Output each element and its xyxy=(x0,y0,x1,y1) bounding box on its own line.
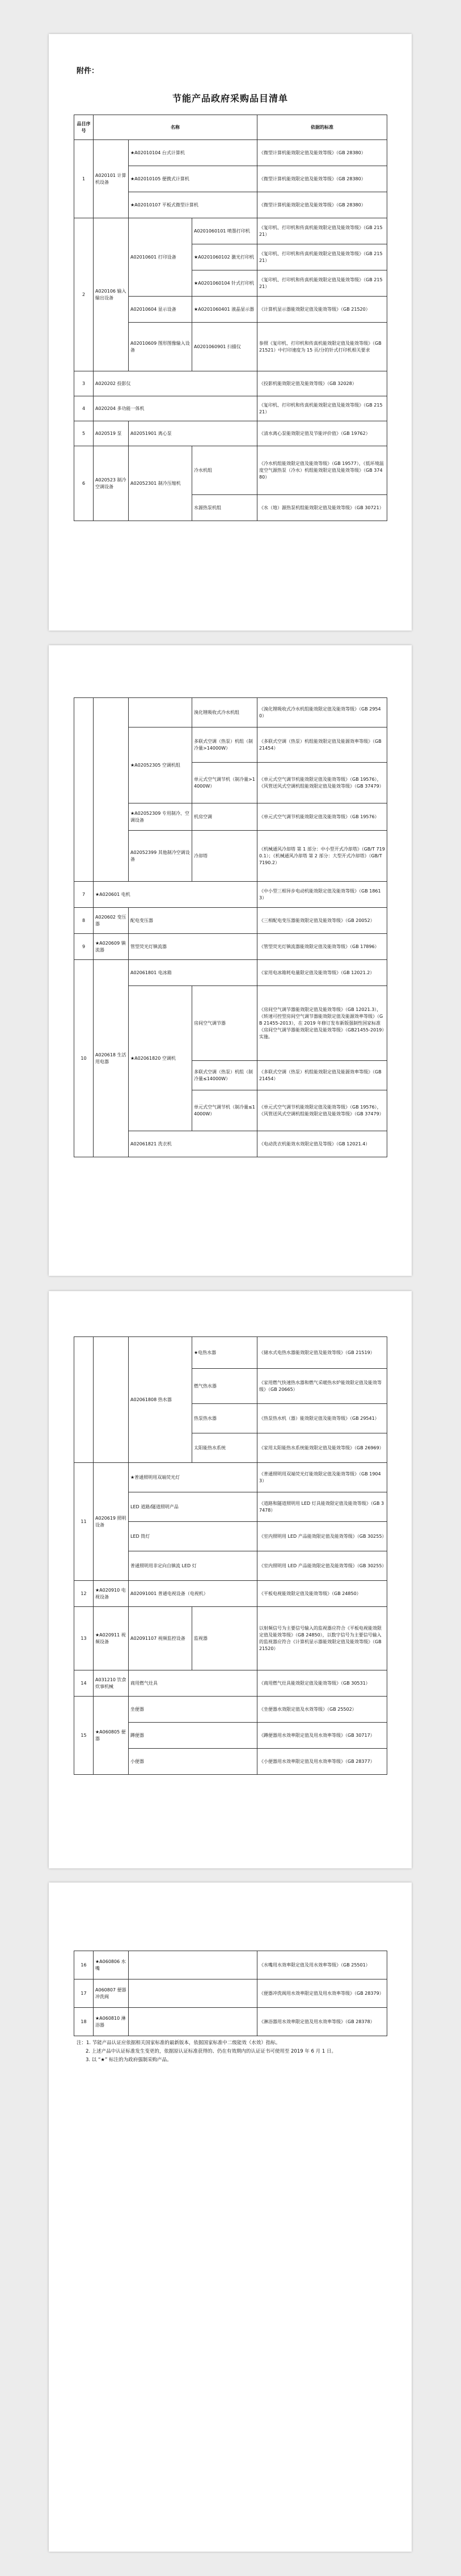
row-standard: 《单元式空气调节机能效限定值及能效等级》（GB 19576） xyxy=(257,803,387,831)
row-standard: 参照《复印机、打印机和传真机能效限定值及能效等级》（GB 21521）中打印速度为 15 页/分的针式打印机相关要求 xyxy=(257,323,387,371)
row-standard: 《房间空气调节器能效限定值及能效等级》（GB 12021.3），《转速可控型房间空气调节器能效限定值及能源效率等级》（GB 21455-2013），在 2019 年修订发布新版强制性国家标准《房间空气调节器能效限定值及能效等级》（GB21455-2019）实施。 xyxy=(257,986,387,1061)
product-table-continued xyxy=(74,1951,387,2036)
row-seq: 10 xyxy=(74,960,94,1157)
note-2: 2. 上述产品中认证标准发生变更的，依据原认证标准获得的、仍在有效期内的认证证书可使用至 2019 年 6 月 1 日。 xyxy=(86,2049,336,2054)
row-item: 单元式空气调节机（制冷量>14000W） xyxy=(192,763,257,803)
row-item: 机房空调 xyxy=(192,803,257,831)
row-standard: 《多联式空调（热泵）机组能效限定值及能源效率等级》（GB 21454） xyxy=(257,727,387,763)
product-table-continued xyxy=(74,1336,387,1775)
row-category: ★A020910 电视设备 xyxy=(94,1581,129,1607)
row-standard: 《微型计算机能效限定值及能效等级》（GB 28380） xyxy=(257,140,387,166)
row-seq: 15 xyxy=(74,1697,94,1775)
row-subcategory: 配电变压器 xyxy=(129,908,257,934)
row-seq: 18 xyxy=(74,2008,94,2036)
annex-label: 附件： xyxy=(77,67,99,75)
row-seq: 14 xyxy=(74,1670,94,1697)
row-standard: 《水嘴用水效率限定值及用水效率等级》（GB 25501） xyxy=(257,1951,387,1979)
product-table xyxy=(74,115,387,521)
document-title: 节能产品政府采购品目清单 xyxy=(172,93,288,104)
row-seq: 17 xyxy=(74,1979,94,2008)
row-category: ★A020601 电机 xyxy=(94,882,257,908)
row-standard: 《机械通风冷却塔 第 1 部分：中小型开式冷却塔》（GB/T 7190.1）；《机械通风冷却塔 第 2 部分：大型开式冷却塔》（GB/T 7190.2） xyxy=(257,831,387,882)
row-standard: 《单元式空气调节机能效限定值及能效等级》（GB 19576），《风管送风式空调机组能效限定值及能效等级》（GB 37479） xyxy=(257,763,387,803)
row-category: A020106 输入输出设备 xyxy=(94,218,129,371)
row-category: ★A060806 水嘴 xyxy=(94,1951,129,1979)
row-standard: 《道路和隧道照明用 LED 灯具能效限定值及能效等级》（GB 37478） xyxy=(257,1492,387,1522)
row-subcategory: LED 道路/隧道照明产品 xyxy=(129,1492,257,1522)
row-subcategory xyxy=(129,1979,257,2008)
row-standard: 《淋浴器用水效率限定值及用水效率等级》（GB 28378） xyxy=(257,2008,387,2036)
row-subcategory: ★普通照明用双端荧光灯 xyxy=(129,1463,257,1492)
row-seq: 4 xyxy=(74,396,94,421)
row-standard: 《平板电视能效限定值及能效等级》（GB 24850） xyxy=(257,1581,387,1607)
row-category: ★A060810 淋浴器 xyxy=(94,2008,129,2036)
row-item: 水源热泵机组 xyxy=(192,495,257,521)
row-subcategory: A02091107 视频监控设备 xyxy=(129,1607,192,1670)
row-category: A031210 饮食炊事机械 xyxy=(94,1670,129,1697)
row-standard: 《水（地）源热泵机组能效限定值及能效等级》（GB 30721） xyxy=(257,495,387,521)
row-category: A020204 多功能一体机 xyxy=(94,396,257,421)
document-page-2 xyxy=(49,645,412,1276)
row-item: 房间空气调节器 xyxy=(192,986,257,1061)
header-name: 名称 xyxy=(94,115,257,140)
row-seq: 1 xyxy=(74,140,94,218)
row-item: 太阳能热水系统 xyxy=(192,1433,257,1463)
row-standard: 《复印机、打印机和传真机能效限定值及能效等级》（GB 21521） xyxy=(257,218,387,244)
row-subcategory: A02061821 洗衣机 xyxy=(129,1131,257,1157)
row-subcategory xyxy=(129,1951,257,1979)
row-item: 热泵热水器 xyxy=(192,1404,257,1433)
row-standard: 《复印机、打印机和传真机能效限定值及能效等级》（GB 21521） xyxy=(257,270,387,297)
row-standard: 《电动洗衣机能效水效限定值及等级》（GB 12021.4） xyxy=(257,1131,387,1157)
row-subcategory: A02010609 图形图像输入设备 xyxy=(129,323,192,371)
row-item: 燃气热水器 xyxy=(192,1369,257,1404)
row-seq: 11 xyxy=(74,1463,94,1581)
row-subcategory: 蹲便器 xyxy=(129,1723,257,1749)
row-subcategory: 商用燃气灶具 xyxy=(129,1670,257,1697)
row-category: ★A020609 镇流器 xyxy=(94,934,129,960)
row-standard: 《清水离心泵能效限定值及节能评价值》（GB 19762） xyxy=(257,421,387,446)
row-standard: 《复印机、打印机和传真机能效限定值及能效等级》（GB 21521） xyxy=(257,396,387,421)
row-seq: 9 xyxy=(74,934,94,960)
row-item: 冷却塔 xyxy=(192,831,257,882)
row-standard: 《微型计算机能效限定值及能效等级》（GB 28380） xyxy=(257,192,387,218)
document-page-1 xyxy=(49,34,412,631)
row-standard: 《商用燃气灶具能效限定值及能效等级》（GB 30531） xyxy=(257,1670,387,1697)
row-category xyxy=(94,1337,129,1463)
row-category: A020101 计算机设备 xyxy=(94,140,129,218)
row-standard: 《投影机能效限定值及能效等级》（GB 32028） xyxy=(257,371,387,396)
row-subcategory: A02052399 其他制冷空调设备 xyxy=(129,831,192,882)
row-category: A020602 变压器 xyxy=(94,908,129,934)
row-standard: 《家用太阳能热水系统能效限定值及能效等级》（GB 26969） xyxy=(257,1433,387,1463)
row-seq: 5 xyxy=(74,421,94,446)
row-item: A0201060901 扫描仪 xyxy=(192,323,257,371)
row-category: A020618 生活用电器 xyxy=(94,960,129,1157)
row-standard: 《单元式空气调节机能效限定值及能效等级》（GB 19576），《风管送风式空调机组能效限定值及能效等级》（GB 37479） xyxy=(257,1090,387,1131)
row-subcategory: A02010601 打印设备 xyxy=(129,218,192,297)
row-seq: 12 xyxy=(74,1581,94,1607)
row-subcategory xyxy=(129,2008,257,2036)
row-subcategory: 坐便器 xyxy=(129,1697,257,1723)
note-1: 注：1. 节能产品认证应依据相关国家标准的最新版本，依据国家标准中二级能效（水效）指标。 xyxy=(77,2040,281,2046)
row-subcategory: ★A02010104 台式计算机 xyxy=(129,140,257,166)
row-subcategory: ★A02052305 空调机组 xyxy=(129,727,192,803)
row-subcategory: 小便器 xyxy=(129,1749,257,1775)
row-standard: 以射频信号为主要信号输入的监视器应符合《平板电视能效限定值及能效等级》（GB 24850），以数字信号为主要信号输入的监视器应符合《计算机显示器能效限定值及能效等级》（GB 21520） xyxy=(257,1607,387,1670)
row-seq: 6 xyxy=(74,446,94,521)
row-standard: 《室内照明用 LED 产品能效限定值及能效等级》（GB 30255） xyxy=(257,1551,387,1581)
row-category xyxy=(94,698,129,882)
row-item: 溴化锂吸收式冷水机组 xyxy=(192,698,257,727)
row-standard: 《中小型三相异步电动机能效限定值及能效等级》（GB 18613） xyxy=(257,882,387,908)
notes xyxy=(77,2039,389,2065)
row-subcategory: ★A02052309 专用制冷、空调设备 xyxy=(129,803,192,831)
row-standard: 《家用燃气快速热水器和燃气采暖热水炉能效限定值及能效等级》（GB 20665） xyxy=(257,1369,387,1404)
header-seq: 品目序号 xyxy=(74,115,94,140)
row-standard: 《室内照明用 LED 产品能效限定值及能效等级》（GB 30255） xyxy=(257,1522,387,1551)
row-category: A020523 制冷空调设备 xyxy=(94,446,129,521)
row-item: 多联式空调（热泵）机组（制冷量>14000W） xyxy=(192,727,257,763)
product-table-continued xyxy=(74,697,387,1157)
row-seq: 16 xyxy=(74,1951,94,1979)
row-subcategory: A02010604 显示设备 xyxy=(129,297,192,323)
row-subcategory: A02061808 热水器 xyxy=(129,1337,192,1463)
row-category: ★A020911 视频设备 xyxy=(94,1607,129,1670)
document-page-4 xyxy=(49,1883,412,2552)
row-subcategory: A02051901 离心泵 xyxy=(129,421,257,446)
row-seq: 3 xyxy=(74,371,94,396)
row-standard: 《管型荧光灯镇流器能效限定值及能效等级》（GB 17896） xyxy=(257,934,387,960)
row-standard: 《溴化锂吸收式冷水机组能效限定值及能效等级》（GB 29540） xyxy=(257,698,387,727)
note-3: 3. 以 “★” 标注的为政府强制采购产品。 xyxy=(86,2057,172,2063)
row-item: ★A0201060401 液晶显示器 xyxy=(192,297,257,323)
row-item: 单元式空气调节机（制冷量≤14000W） xyxy=(192,1090,257,1131)
row-category: A020202 投影仪 xyxy=(94,371,257,396)
row-standard: 《小便器用水效率限定值及用水效率等级》（GB 28377） xyxy=(257,1749,387,1775)
row-standard: 《坐便器水效限定值及水效等级》（GB 25502） xyxy=(257,1697,387,1723)
row-subcategory: A02091001 普通电视设备（电视机） xyxy=(129,1581,257,1607)
row-subcategory: 管型荧光灯镇流器 xyxy=(129,934,257,960)
row-seq: 8 xyxy=(74,908,94,934)
row-subcategory: ★A02010105 便携式计算机 xyxy=(129,166,257,192)
document-page-3 xyxy=(49,1291,412,1868)
row-category: ★A060805 便器 xyxy=(94,1697,129,1775)
row-standard: 《三相配电变压器能效限定值及能效等级》（GB 20052） xyxy=(257,908,387,934)
row-item: ★A0201060102 激光打印机 xyxy=(192,244,257,270)
row-subcategory: ★A02010107 平板式微型计算机 xyxy=(129,192,257,218)
row-subcategory: A02061801 电冰箱 xyxy=(129,960,257,986)
row-item: 冷水机组 xyxy=(192,446,257,495)
row-standard: 《冷水机组能效限定值及能效等级》（GB 19577），《低环境温度空气源热泵（冷水）机组能效限定值及能效等级》（GB 37480） xyxy=(257,446,387,495)
row-seq xyxy=(74,1337,94,1463)
row-category: A060807 便器冲洗阀 xyxy=(94,1979,129,2008)
row-subcategory: A02052301 制冷压缩机 xyxy=(129,446,192,521)
row-standard: 《计算机显示器能效限定值及能效等级》（GB 21520） xyxy=(257,297,387,323)
row-item: 监视器 xyxy=(192,1607,257,1670)
row-category: A020619 照明设备 xyxy=(94,1463,129,1581)
row-seq: 2 xyxy=(74,218,94,371)
row-subcategory xyxy=(129,698,192,727)
row-standard: 《储水式电热水器能效限定值及能效等级》（GB 21519） xyxy=(257,1337,387,1369)
row-standard: 《热泵热水机（器）能效限定值及能效等级》（GB 29541） xyxy=(257,1404,387,1433)
row-item: 多联式空调（热泵）机组（制冷量≤14000W） xyxy=(192,1061,257,1090)
row-subcategory: LED 筒灯 xyxy=(129,1522,257,1551)
row-subcategory: ★A02061820 空调机 xyxy=(129,986,192,1131)
row-standard: 《多联式空调（热泵）机组能效限定值及能源效率等级》（GB 21454） xyxy=(257,1061,387,1090)
header-standard: 依据的标准 xyxy=(257,115,387,140)
row-standard: 《复印机、打印机和传真机能效限定值及能效等级》（GB 21521） xyxy=(257,244,387,270)
row-standard: 《便器冲洗阀用水效率限定值及用水效率等级》（GB 28379） xyxy=(257,1979,387,2008)
row-seq: 13 xyxy=(74,1607,94,1670)
row-standard: 《微型计算机能效限定值及能效等级》（GB 28380） xyxy=(257,166,387,192)
row-standard: 《家用电冰箱耗电量限定值及能效等级》（GB 12021.2） xyxy=(257,960,387,986)
row-standard: 《普通照明用双端荧光灯能效限定值及能效等级》（GB 19043） xyxy=(257,1463,387,1492)
row-category: A020519 泵 xyxy=(94,421,129,446)
row-item: ★电热水器 xyxy=(192,1337,257,1369)
row-standard: 《蹲便器用水效率限定值及用水效率等级》（GB 30717） xyxy=(257,1723,387,1749)
row-subcategory: 普通照明用非定向自镇流 LED 灯 xyxy=(129,1551,257,1581)
row-item: ★A0201060104 针式打印机 xyxy=(192,270,257,297)
row-item: A0201060101 喷墨打印机 xyxy=(192,218,257,244)
row-seq: 7 xyxy=(74,882,94,908)
row-seq xyxy=(74,698,94,882)
